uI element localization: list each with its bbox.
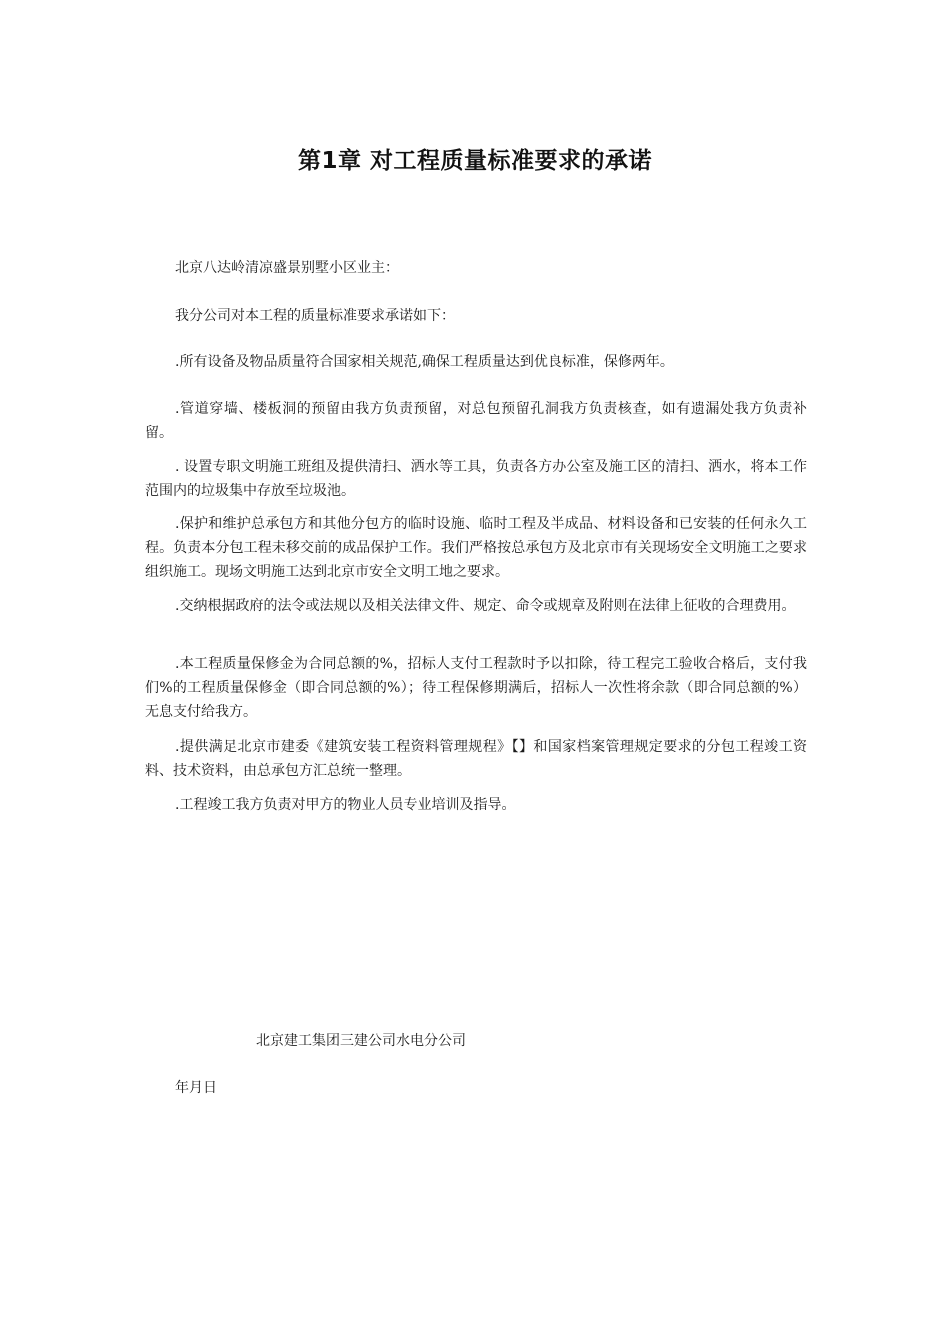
- commitment-item: .提供满足北京市建委《建筑安装工程资料管理规程》【】和国家档案管理规定要求的分包工程竣工资料、技术资料，由总承包方汇总统一整理。: [145, 739, 807, 779]
- page-title: 第1章 对工程质量标准要求的承诺: [297, 148, 652, 174]
- commitment-item: .本工程质量保修金为合同总额的%，招标人支付工程款时予以扣除，待工程完工验收合格后，支付我们%的工程质量保修金（即合同总额的%）；待工程保修期满后，招标人一次性将余款（即合同总额的%）无息支付给我方。: [145, 656, 807, 720]
- signature-company: 北京建工集团三建公司水电分公司: [256, 1033, 466, 1049]
- commitment-item: .工程竣工我方负责对甲方的物业人员专业培训及指导。: [175, 797, 516, 813]
- commitment-item: .交纳根据政府的法令或法规以及相关法律文件、规定、命令或规章及附则在法律上征收的合理费用。: [175, 598, 796, 614]
- commitment-item: .所有设备及物品质量符合国家相关规范,确保工程质量达到优良标准，保修两年。: [175, 354, 674, 370]
- signature-date: 年月日: [175, 1080, 217, 1096]
- commitment-item: .管道穿墙、楼板洞的预留由我方负责预留，对总包预留孔洞我方负责核查，如有遗漏处我方负责补留。: [145, 401, 807, 441]
- intro-paragraph: 我分公司对本工程的质量标准要求承诺如下：: [175, 308, 455, 324]
- salutation: 北京八达岭清凉盛景别墅小区业主：: [175, 260, 399, 276]
- commitment-item: .保护和维护总承包方和其他分包方的临时设施、临时工程及半成品、材料设备和已安装的任何永久工程。负责本分包工程未移交前的成品保护工作。我们严格按总承包方及北京市有关现场安全文明施工之要求组织施工。现场文明施工达到北京市安全文明工地之要求。: [145, 516, 807, 580]
- commitment-item: . 设置专职文明施工班组及提供清扫、洒水等工具，负责各方办公室及施工区的清扫、洒水，将本工作范围内的垃圾集中存放至垃圾池。: [145, 459, 807, 499]
